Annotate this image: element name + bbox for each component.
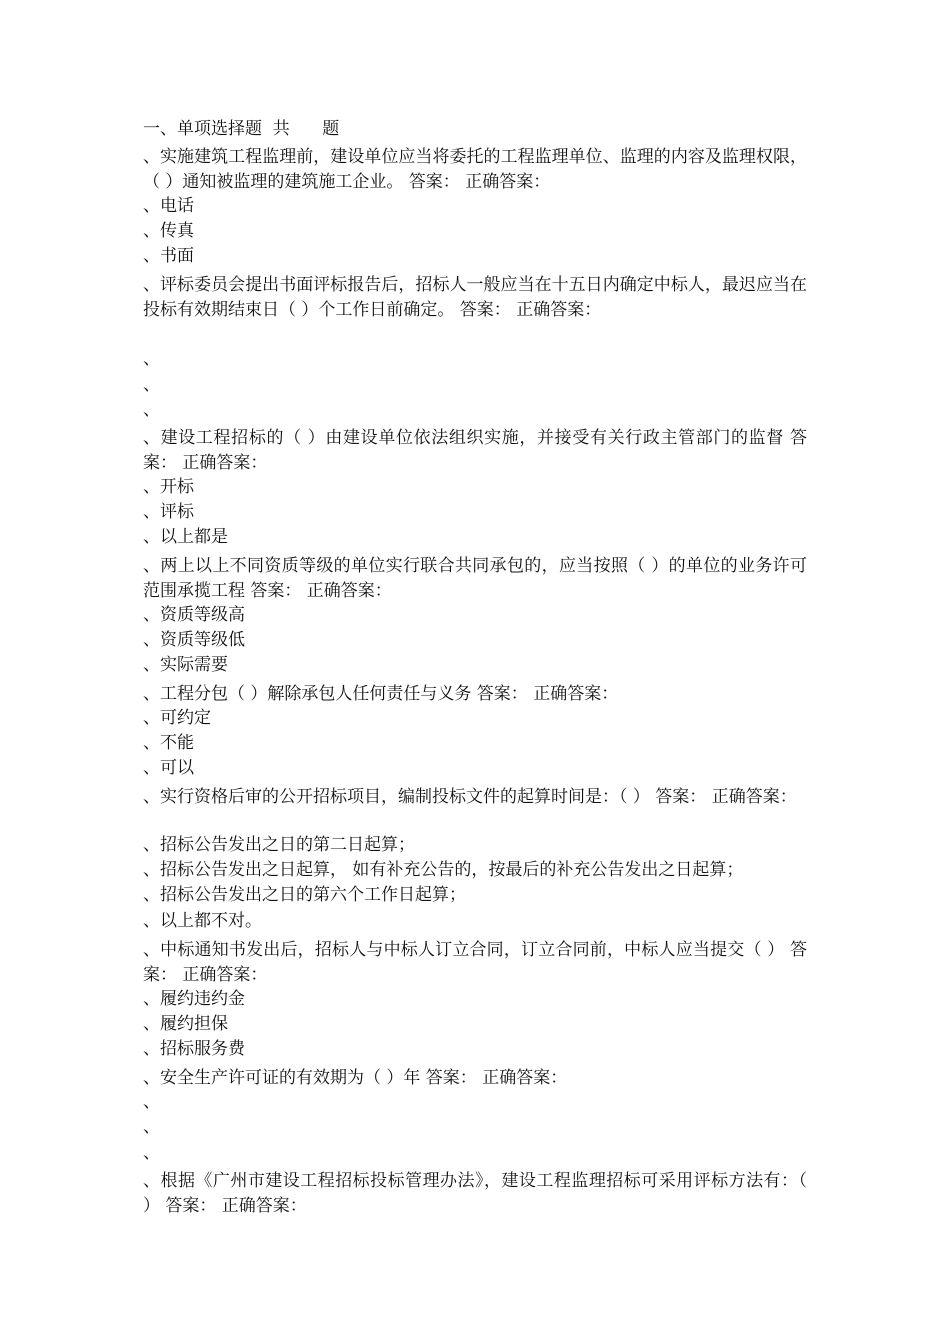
- option: 、可以: [143, 758, 194, 778]
- question-stem: 、实施建筑工程监理前，建设单位应当将委托的工程监理单位、监理的内容及监理权限，（ ）通知被监理的建筑施工企业。 答案： 正确答案：: [143, 147, 807, 192]
- question-stem: 、工程分包（ ）解除承包人任何责任与义务 答案： 正确答案：: [143, 684, 619, 704]
- option: 、以上都不对。: [143, 911, 262, 931]
- question-stem: 、两上以上不同资质等级的单位实行联合共同承包的，应当按照（ ）的单位的业务许可范围承揽工程 答案： 正确答案：: [143, 556, 807, 601]
- option: 、开标: [143, 477, 194, 497]
- option: 、资质等级低: [143, 630, 245, 650]
- question-stem: 、中标通知书发出后，招标人与中标人订立合同，订立合同前，中标人应当提交（ ） 答案： 正确答案：: [143, 940, 807, 985]
- option: 、实际需要: [143, 655, 228, 675]
- option: 、招标服务费: [143, 1039, 245, 1059]
- option: 、评标: [143, 502, 194, 522]
- option: 、招标公告发出之日起算， 如有补充公告的，按最后的补充公告发出之日起算；: [143, 860, 744, 880]
- option: 、资质等级高: [143, 605, 245, 625]
- section-title: 一、单项选择题 共 题: [143, 119, 340, 139]
- option: 、招标公告发出之日的第二日起算；: [143, 835, 415, 855]
- option: 、: [143, 1143, 160, 1163]
- option: 、电话: [143, 196, 194, 216]
- option: 、: [143, 1092, 160, 1112]
- option: 、传真: [143, 221, 194, 241]
- option: 、: [143, 349, 160, 369]
- option: 、以上都是: [143, 527, 228, 547]
- option: 、履约担保: [143, 1014, 228, 1034]
- question-stem: 、安全生产许可证的有效期为（ ）年 答案： 正确答案：: [143, 1068, 568, 1088]
- option: 、: [143, 375, 160, 395]
- option: 、可约定: [143, 708, 211, 728]
- question-stem: 、实行资格后审的公开招标项目，编制投标文件的起算时间是：（ ） 答案： 正确答案：: [143, 787, 797, 807]
- option: 、履约违约金: [143, 989, 245, 1009]
- question-stem: 、评标委员会提出书面评标报告后，招标人一般应当在十五日内确定中标人，最迟应当在投标有效期结束日（ ）个工作日前确定。 答案： 正确答案：: [143, 275, 807, 320]
- question-stem: 、根据《广州市建设工程招标投标管理办法》，建设工程监理招标可采用评标方法有：（ ） 答案： 正确答案：: [143, 1171, 807, 1216]
- option: 、招标公告发出之日的第六个工作日起算；: [143, 885, 466, 905]
- option: 、书面: [143, 246, 194, 266]
- option: 、: [143, 400, 160, 420]
- option: 、不能: [143, 733, 194, 753]
- question-stem: 、建设工程招标的（ ）由建设单位依法组织实施，并接受有关行政主管部门的监督 答案： 正确答案：: [143, 428, 807, 473]
- option: 、: [143, 1117, 160, 1137]
